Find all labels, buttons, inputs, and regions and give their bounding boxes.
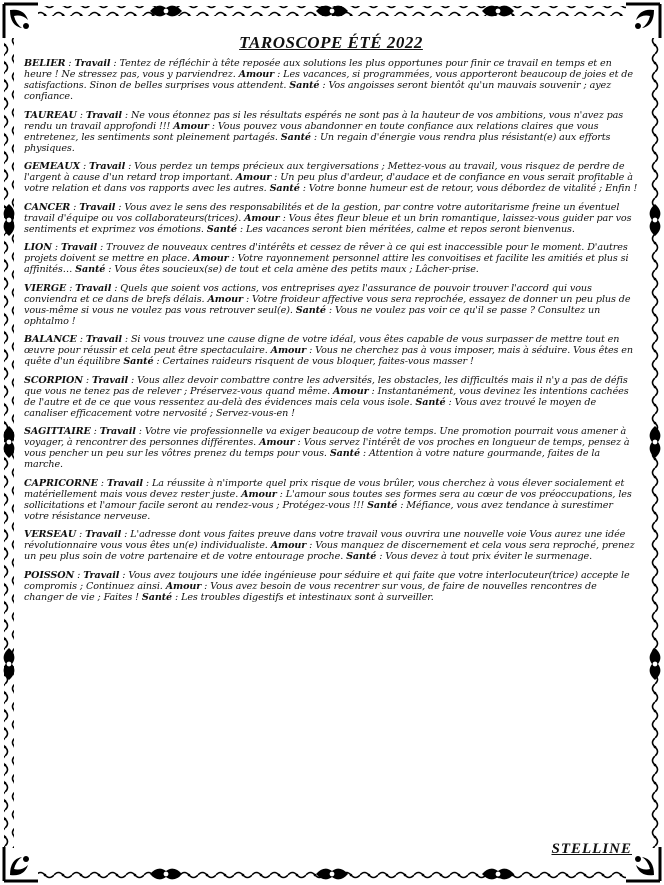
travail-text: : Si vous trouvez une cause digne de votre idéal, vous êtes capable de vous surpasser de mettre tout en œuvre pour réussir et cela peut être spectaculaire. (24, 334, 620, 357)
sign-name: CAPRICORNE (24, 477, 98, 489)
label-amour: Amour (241, 488, 277, 500)
author-signature: STELLINE (551, 840, 632, 857)
amour-text: : Votre froideur affective vous sera reprochée, essayez de donner un peu plus de vous-même si vous ne voulez pas vous retrouver seul(e). (24, 293, 631, 316)
sign-name: TAUREAU (24, 109, 77, 121)
sign-paragraph: SCORPION : Travail : Vous allez devoir combattre contre les adversités, les obstacles, les difficultés mais il n'y a pas de défis que vous ne tenez pas de relever ; Préservez-vous quand même. Amour : Instantanément, vous devinez les intentions cachées de l'autre et de ce que vous ressentez au-delà des évidences mais cela vous isole. Santé : Vous avez trouvé le moyen de canaliser efficacement votre nervosité ; Servez-vous-en ! (24, 374, 629, 419)
page-title: TAROSCOPE ÉTÉ 2022 (239, 33, 423, 52)
travail-text: : Vous allez devoir combattre contre les adversités, les obstacles, les difficultés mais il n'y a pas de défis que vous ne tenez pas de relever ; Préservez-vous quand même. (24, 374, 628, 397)
label-travail: Travail (75, 282, 112, 294)
sante-text: : Méfiance, vous avez tendance à surestimer votre résistance nerveuse. (24, 499, 613, 522)
label-amour: Amour (259, 437, 295, 449)
sign-paragraph: TAUREAU : Travail : Ne vous étonnez pas si les résultats espérés ne sont pas à la hauteur de vos ambitions, vous n'avez pas rendu un travail approfondi !!! Amour : Vous pouvez vous abandonner en toute confiance aux relations claires que vous entretenez, les sentiments sont pleinement partagés. Santé : Un regain d'énergie vous rendra plus résistant(e) aux efforts physiques. (24, 109, 624, 154)
travail-text: : Quels que soient vos actions, vos entreprises ayez l'assurance de pouvoir trouver l'accord qui vous conviendra et ce dans de brefs délais. (24, 282, 592, 305)
sante-text: : Vous devez à tout prix éviter le surmenage. (376, 551, 593, 563)
sign-list (24, 58, 638, 603)
sign-name: VIERGE (24, 282, 67, 294)
travail-text: : L'adresse dont vous faites preuve dans votre travail vous ouvrira une nouvelle voie Vous aurez une idée révolutionnaire vous vous êtes un(e) individualiste. (24, 529, 626, 552)
sante-text: : Attention à votre nature gourmande, faites de la marche. (24, 448, 600, 471)
amour-text: : Vous manquez de discernement et cela vous sera reproché, prenez un peu plus soin de votre partenaire et de votre entourage proche. (24, 540, 635, 563)
label-travail: Travail (74, 58, 111, 69)
sign-name: VERSEAU (24, 529, 77, 541)
label-sante: Santé (295, 304, 326, 316)
label-sante: Santé (329, 448, 360, 460)
travail-text: : Trouvez de nouveaux centres d'intérêts et cessez de rêver à ce qui est inaccessible pour le moment. D'autres projets doivent se mettre en place. (24, 242, 628, 265)
travail-text: : Ne vous étonnez pas si les résultats espérés ne sont pas à la hauteur de vos ambitions, vous n'avez pas rendu un travail approfondi !!! (24, 109, 624, 132)
label-sante: Santé (206, 223, 237, 235)
label-sante: Santé (415, 396, 446, 408)
label-sante: Santé (367, 499, 398, 511)
label-travail: Travail (85, 109, 122, 121)
amour-text: : Vous avez besoin de vous recentrer sur vous, de faire de nouvelles rencontres de changer de vie ; Faites ! (24, 580, 597, 603)
label-amour: Amour (235, 172, 272, 184)
amour-text: : Un peu plus d'ardeur, d'audace et de confiance en vous serait profitable à votre relation et dans vos rapports avec les autres. (24, 172, 633, 195)
sante-text: : Vos angoisses seront bientôt qu'un mauvais souvenir ; ayez confiance. (24, 80, 612, 103)
label-sante: Santé (289, 80, 320, 92)
sante-text: : Votre bonne humeur est de retour, vous débordez de vitalité ; Enfin ! (299, 183, 638, 195)
label-sante: Santé (141, 591, 173, 603)
sign-paragraph: SAGITTAIRE : Travail : Votre vie professionnelle va exiger beaucoup de votre temps. Une promotion pourrait vous amener à voyager, à rencontrer des personnes différentes. Amour : Vous servez l'intérêt de vos proches en longueur de temps, pensez à vous pencher un peu sur les vôtres prenez du temps pour vous. Santé : Attention à votre nature gourmande, faites de la marche. (24, 426, 630, 471)
amour-text: : Instantanément, vous devinez les intentions cachées de l'autre et de ce que vous ressentez au-delà des évidences mais cela vous isole. (24, 385, 629, 408)
sign-paragraph: VERSEAU : Travail : L'adresse dont vous faites preuve dans votre travail vous ouvrira une nouvelle voie Vous aurez une idée révolutionnaire vous vous êtes un(e) individualiste. Amour : Vous manquez de discernement et cela vous sera reproché, prenez un peu plus soin de votre partenaire et de votre entourage proche. Santé : Vous devez à tout prix éviter le surmenage. (24, 529, 635, 563)
label-sante: Santé (280, 131, 311, 143)
label-sante: Santé (75, 264, 106, 276)
travail-text: : Votre vie professionnelle va exiger beaucoup de votre temps. Une promotion pourrait vous amener à voyager, à rencontrer des personnes différentes. (24, 426, 627, 449)
label-travail: Travail (85, 334, 122, 346)
label-amour: Amour (244, 212, 280, 224)
sign-paragraph: GEMEAUX : Travail : Vous perdez un temps précieux aux tergiversations ; Mettez-vous au travail, vous risquez de perdre de l'argent à cause d'un retard trop important. Amour : Un peu plus d'ardeur, d'audace et de confiance en vous serait profitable à votre relation et dans vos rapports avec les autres. Santé : Votre bonne humeur est de retour, vous débordez de vitalité ; Enfin ! (24, 161, 638, 195)
horoscope-document (24, 34, 638, 865)
sign-name: POISSON (24, 569, 75, 581)
amour-text: : L'amour sous toutes ses formes sera au cœur de vos préoccupations, les sollicitations et l'amour facile seront au rendez-vous ; Protégez-vous !!! (24, 488, 632, 511)
label-travail: Travail (83, 569, 120, 581)
label-amour: Amour (165, 580, 202, 592)
travail-text: : Vous avez toujours une idée ingénieuse pour séduire et qui faite que votre interlocuteur(trice) accepte le compromis ; Continuez ainsi. (24, 569, 630, 592)
sign-name: SAGITTAIRE (24, 426, 91, 438)
sante-text: : Un regain d'énergie vous rendra plus résistant(e) aux efforts physiques. (24, 131, 611, 154)
sign-name: GEMEAUX (24, 161, 80, 173)
sign-paragraph: CAPRICORNE : Travail : La réussite à n'importe quel prix risque de vous brûler, vous cherchez à vous élever socialement et matériellement mais vous devez rester juste. Amour : L'amour sous toutes ses formes sera au cœur de vos préoccupations, les sollicitations et l'amour facile seront au rendez-vous ; Protégez-vous !!! Santé : Méfiance, vous avez tendance à surestimer votre résistance nerveuse. (24, 477, 632, 522)
sante-text: : Les troubles digestifs et intestinaux sont à surveiller. (172, 591, 434, 603)
label-sante: Santé (346, 551, 377, 563)
sign-name: BALANCE (24, 334, 77, 346)
sante-text: : Vous ne voulez pas voir ce qu'il se passe ? Consultez un ophtalmo ! (24, 304, 601, 327)
amour-text: : Les vacances, si programmées, vous apporteront beaucoup de joies et de satisfactions. Sinon de belles surprises vous attendent. (24, 69, 633, 92)
label-amour: Amour (333, 385, 369, 397)
sign-paragraph: BALANCE : Travail : Si vous trouvez une cause digne de votre idéal, vous êtes capable de vous surpasser de mettre tout en œuvre pour réussir et cela peut être spectaculaire. Amour : Vous ne cherchez pas à vous imposer, mais à séduire. Vous êtes en quête d'un équilibre Santé : Certaines raideurs risquent de vous bloquer, faites-vous masser ! (24, 334, 633, 368)
sign-paragraph: CANCER : Travail : Vous avez le sens des responsabilités et de la gestion, par contre votre autoritarisme freine un éventuel travail d'équipe ou vos collaborateurs(trices). Amour : Vous êtes fleur bleue et un brin romantique, laissez-vous guider par vos sentiments et exprimez vos émotions. Santé : Les vacances seront bien méritées, calme et repos seront bienvenus. (24, 201, 632, 235)
label-travail: Travail (106, 477, 143, 489)
sante-text: : Certaines raideurs risquent de vous bloquer, faites-vous masser ! (153, 356, 474, 368)
sign-paragraph: LION : Travail : Trouvez de nouveaux centres d'intérêts et cessez de rêver à ce qui est inaccessible pour le moment. D'autres projets doivent se mettre en place. Amour : Votre rayonnement personnel attire les convoitises et facilite les amitiés et plus si affinités… Santé : Vous êtes soucieux(se) de tout et cela amène des petits maux ; Lâcher-prise. (24, 242, 629, 276)
sign-name: CANCER (24, 201, 71, 213)
travail-text: : Tentez de réfléchir à tête reposée aux solutions les plus opportunes pour finir ce travail en temps et en heure ! Ne stressez pas, vous y parviendrez. (24, 58, 612, 81)
travail-text: : Vous perdez un temps précieux aux tergiversations ; Mettez-vous au travail, vous risquez de perdre de l'argent à cause d'un retard trop important. (24, 161, 625, 184)
amour-text: : Vous pouvez vous abandonner en toute confiance aux relations claires que vous entretenez, les sentiments sont pleinement partagés. (24, 120, 599, 143)
travail-text: : La réussite à n'importe quel prix risque de vous brûler, vous cherchez à vous élever socialement et matériellement mais vous devez rester juste. (24, 477, 625, 500)
sante-text: : Les vacances seront bien méritées, calme et repos seront bienvenus. (236, 223, 575, 235)
amour-text: : Vous servez l'intérêt de vos proches en longueur de temps, pensez à vous pencher un peu sur les vôtres prenez du temps pour vous. (24, 437, 630, 460)
sante-text: : Vous avez trouvé le moyen de canaliser efficacement votre nervosité ; Servez-vous-en ! (24, 396, 597, 419)
label-amour: Amour (173, 120, 209, 132)
sign-name: SCORPION (24, 374, 83, 386)
label-travail: Travail (85, 529, 122, 541)
label-amour: Amour (207, 293, 243, 305)
sante-text: : Vous êtes soucieux(se) de tout et cela amène des petits maux ; Lâcher-prise. (105, 264, 479, 276)
sign-name: BELIER (24, 58, 66, 69)
label-amour: Amour (238, 69, 275, 81)
label-travail: Travail (91, 374, 129, 386)
label-travail: Travail (99, 426, 136, 438)
label-travail: Travail (61, 242, 98, 254)
label-amour: Amour (193, 253, 229, 265)
amour-text: : Vous ne cherchez pas à vous imposer, mais à séduire. Vous êtes en quête d'un équilibre (24, 345, 633, 368)
label-travail: Travail (89, 161, 126, 173)
travail-text: : Vous avez le sens des responsabilités et de la gestion, par contre votre autoritarisme freine un éventuel travail d'équipe ou vos collaborateurs(trices). (24, 201, 620, 224)
amour-text: : Vous êtes fleur bleue et un brin romantique, laissez-vous guider par vos sentiments et exprimez vos émotions. (24, 212, 632, 235)
amour-text: : Votre rayonnement personnel attire les convoitises et facilite les amitiés et plus si affinités… (24, 253, 629, 276)
label-sante: Santé (123, 356, 154, 368)
sign-paragraph: BELIER : Travail : Tentez de réfléchir à tête reposée aux solutions les plus opportunes pour finir ce travail en temps et en heure ! Ne stressez pas, vous y parviendrez. Amour : Les vacances, si programmées, vous apporteront beaucoup de joies et de satisfactions. Sinon de belles surprises vous attendent. Santé : Vos angoisses seront bientôt qu'un mauvais souvenir ; ayez confiance. (24, 58, 633, 103)
sign-name: LION (24, 242, 52, 254)
label-sante: Santé (269, 183, 300, 195)
sign-paragraph: VIERGE : Travail : Quels que soient vos actions, vos entreprises ayez l'assurance de pouvoir trouver l'accord qui vous conviendra et ce dans de brefs délais. Amour : Votre froideur affective vous sera reprochée, essayez de donner un peu plus de vous-même si vous ne voulez pas vous retrouver seul(e). Santé : Vous ne voulez pas voir ce qu'il se passe ? Consultez un ophtalmo ! (24, 282, 631, 327)
label-travail: Travail (79, 201, 116, 213)
label-amour: Amour (270, 345, 307, 357)
label-amour: Amour (270, 540, 307, 552)
sign-paragraph: POISSON : Travail : Vous avez toujours une idée ingénieuse pour séduire et qui faite que votre interlocuteur(trice) accepte le compromis ; Continuez ainsi. Amour : Vous avez besoin de vous recentrer sur vous, de faire de nouvelles rencontres de changer de vie ; Faites ! Santé : Les troubles digestifs et intestinaux sont à surveiller. (24, 569, 630, 603)
